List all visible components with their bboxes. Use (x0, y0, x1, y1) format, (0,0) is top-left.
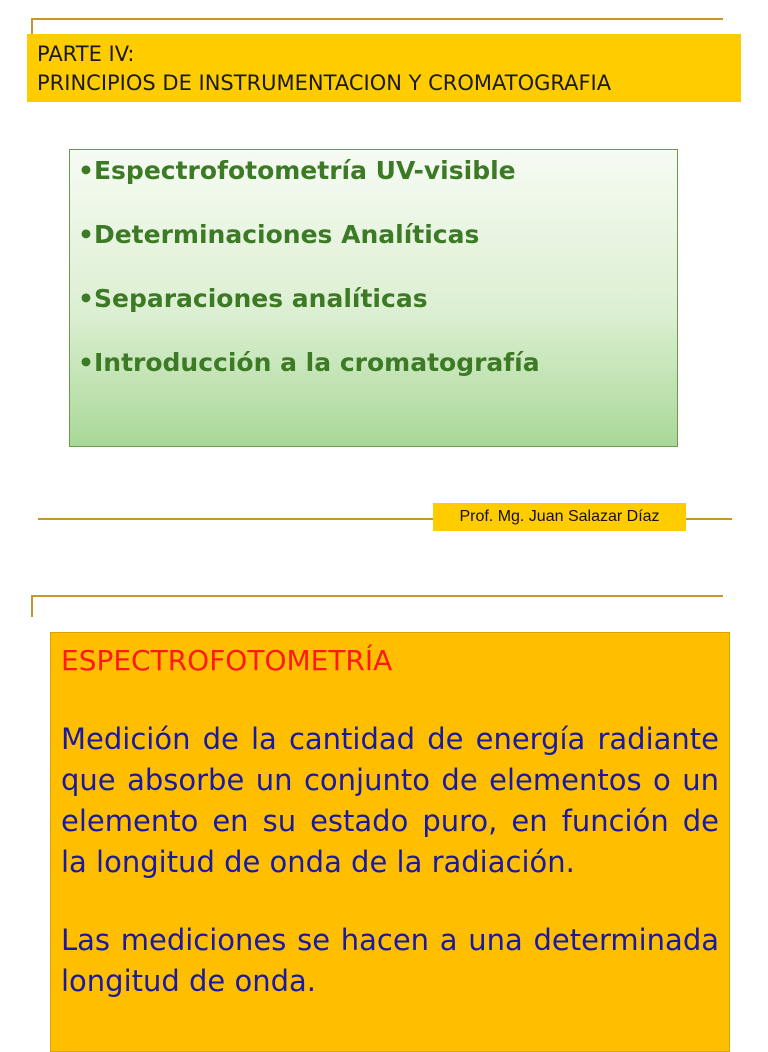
slide2-content-box (50, 632, 730, 1052)
slide1-top-rule (31, 18, 723, 20)
slide2-top-tick (31, 595, 33, 617)
topic-item-uv-visible: •Espectrofotometría UV-visible (78, 156, 516, 185)
topic-item-cromatografia: •Introducción a la cromatografía (78, 348, 540, 377)
slide1-title-box (27, 34, 741, 102)
topic-item-separaciones: •Separaciones analíticas (78, 284, 428, 313)
slide2-paragraph-definition: Medición de la cantidad de energía radiante que absorbe un conjunto de elementos o un elemento en su estado puro, en función de la longitud de onda de la radiación. (61, 722, 719, 879)
topic-item-determinaciones: •Determinaciones Analíticas (78, 220, 480, 249)
slide2-paragraph-measurements: Las mediciones se hacen a una determinada longitud de onda. (61, 923, 719, 998)
slide2-heading: ESPECTROFOTOMETRÍA (61, 644, 393, 677)
slide1-bottom-rule-right (686, 518, 732, 520)
slide1-bottom-rule-left (38, 518, 433, 520)
slide2-top-rule (31, 595, 723, 597)
slide1-topics-box (69, 149, 678, 447)
slide1-title-line2: PRINCIPIOS DE INSTRUMENTACION Y CROMATOGRAFIA (37, 71, 612, 95)
slide1-title-line1: PARTE IV: (37, 42, 135, 66)
author-label: Prof. Mg. Juan Salazar Díaz (433, 503, 686, 531)
